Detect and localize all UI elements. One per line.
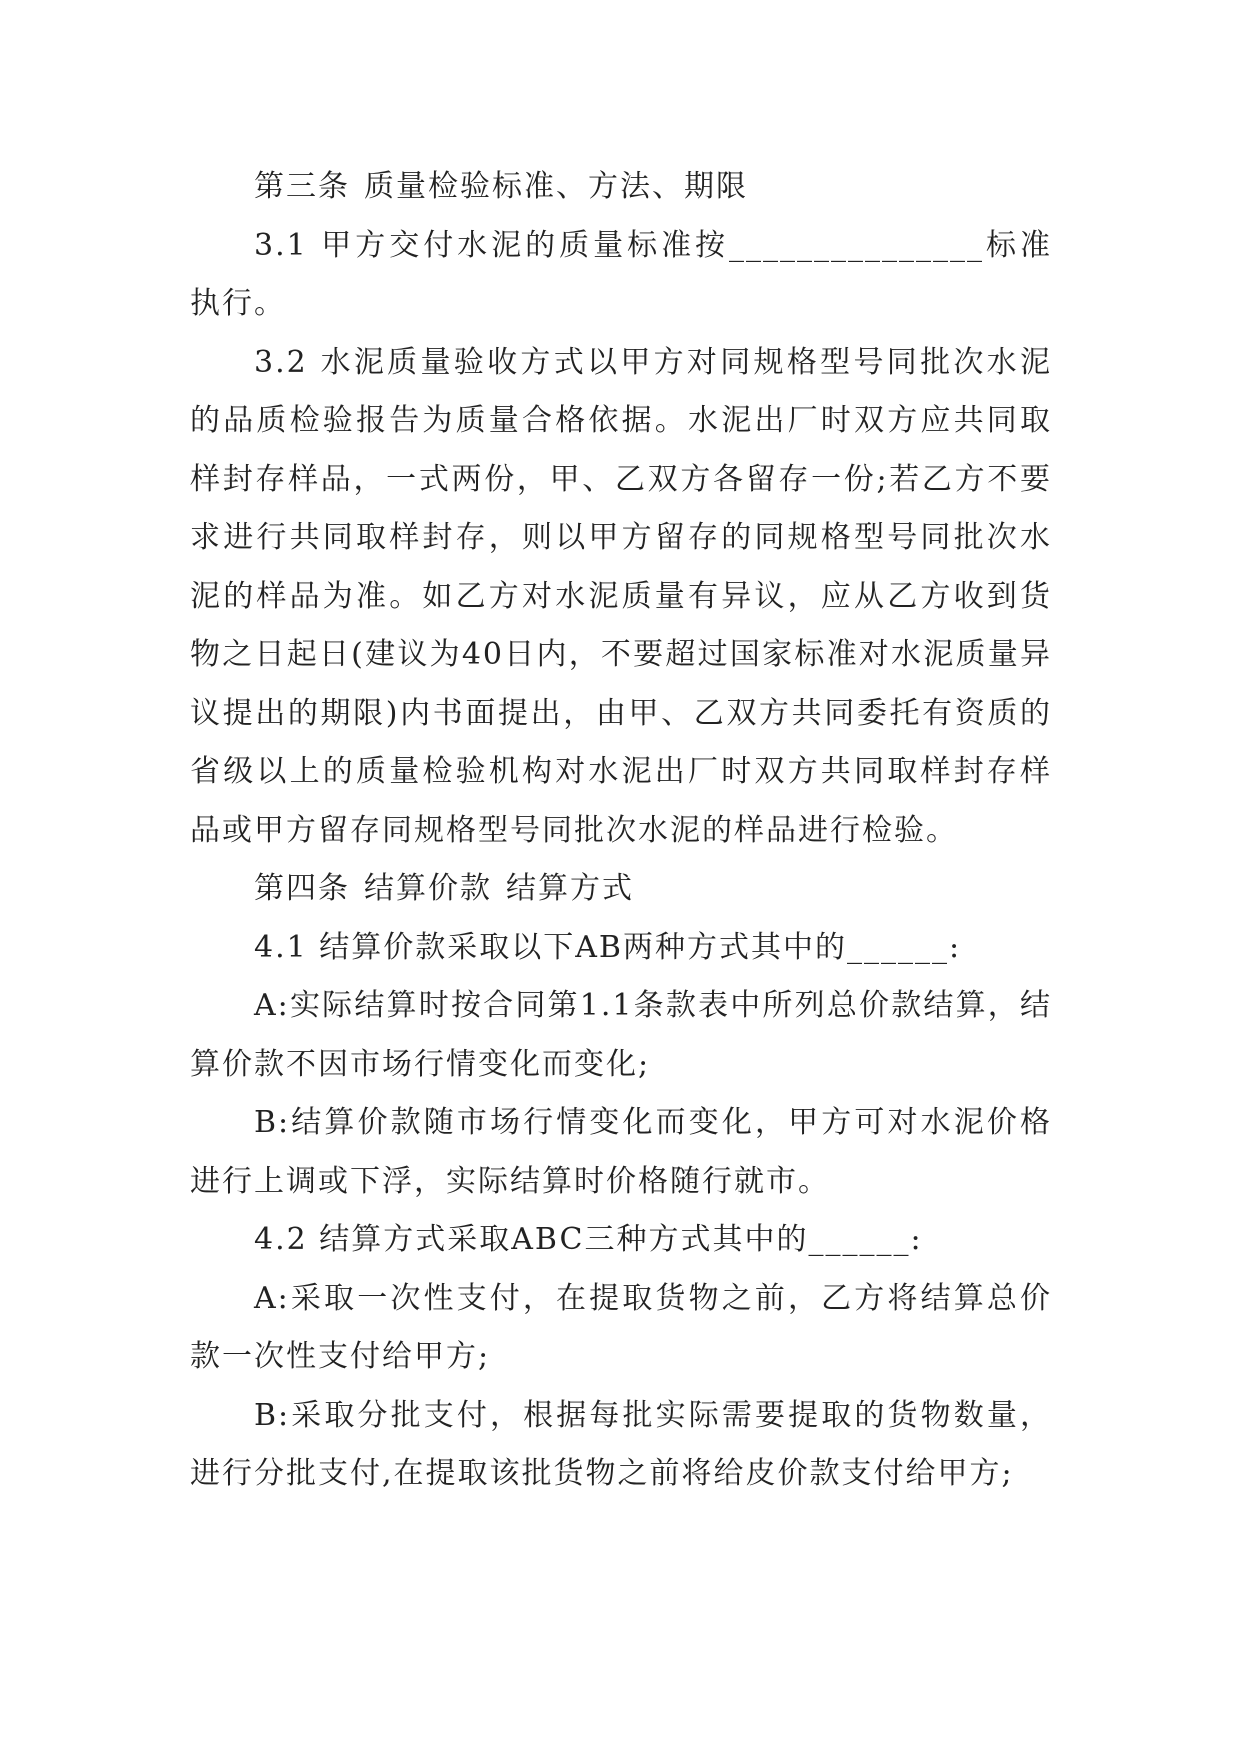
clause-4-1 xyxy=(190,919,1052,978)
article-subtitle: 结算方式 xyxy=(506,871,634,906)
clause-4-1-option-a: A:实际结算时按合同第1.1条款表中所列总价款结算，结算价款不因市场行情变化而变化; xyxy=(190,988,1052,1082)
article-4-heading xyxy=(190,860,1052,919)
clause-text: 水泥质量验收方式以甲方对同规格型号同批次水泥的品质检验报告为质量合格依据。水泥出厂时双方应共同取样封存样品，一式两份，甲、乙双方各留存一份;若乙方不要求进行共同取样封存，则以甲方留存的同规格型号同批次水泥的样品为准。如乙方对水泥质量有异议，应从乙方收到货物之日起日(建议为40日内，不要超过国家标准对水泥质量异议提出的期限)内书面提出，由甲、乙双方共同委托有资质的省级以上的质量检验机构对水泥出厂时双方共同取样封存样品或甲方留存同规格型号同批次水泥的样品进行检验。 xyxy=(190,344,1052,848)
clause-text: 结算方式采取ABC三种方式其中的______: xyxy=(319,1222,923,1257)
clause-3-1 xyxy=(190,217,1052,334)
clause-4-2 xyxy=(190,1211,1052,1270)
clause-number: 3.1 xyxy=(254,227,308,263)
document-body xyxy=(190,158,1052,1504)
article-title: 质量检验标准、方法、期限 xyxy=(364,169,748,204)
clause-4-2-option-b: B:采取分批支付，根据每批实际需要提取的货物数量，进行分批支付,在提取该批货物之前将给皮价款支付给甲方; xyxy=(190,1397,1052,1491)
clause-4-1-option-b: B:结算价款随市场行情变化而变化，甲方可对水泥价格进行上调或下浮，实际结算时价格随行就市。 xyxy=(190,1105,1052,1199)
clause-3-2 xyxy=(190,334,1052,861)
article-title: 结算价款 xyxy=(364,871,492,906)
clause-text: 结算价款采取以下AB两种方式其中的______: xyxy=(319,929,962,965)
clause-text: 甲方交付水泥的质量标准按_______________标准执行。 xyxy=(190,227,1053,321)
article-number: 第四条 xyxy=(254,871,350,906)
clause-number: 4.1 xyxy=(254,929,308,965)
article-3-heading xyxy=(190,158,1052,217)
clause-number: 3.2 xyxy=(254,344,308,380)
clause-4-2-option-a: A:采取一次性支付，在提取货物之前，乙方将结算总价款一次性支付给甲方; xyxy=(190,1280,1052,1374)
clause-number: 4.2 xyxy=(254,1222,308,1257)
article-number: 第三条 xyxy=(254,169,350,204)
